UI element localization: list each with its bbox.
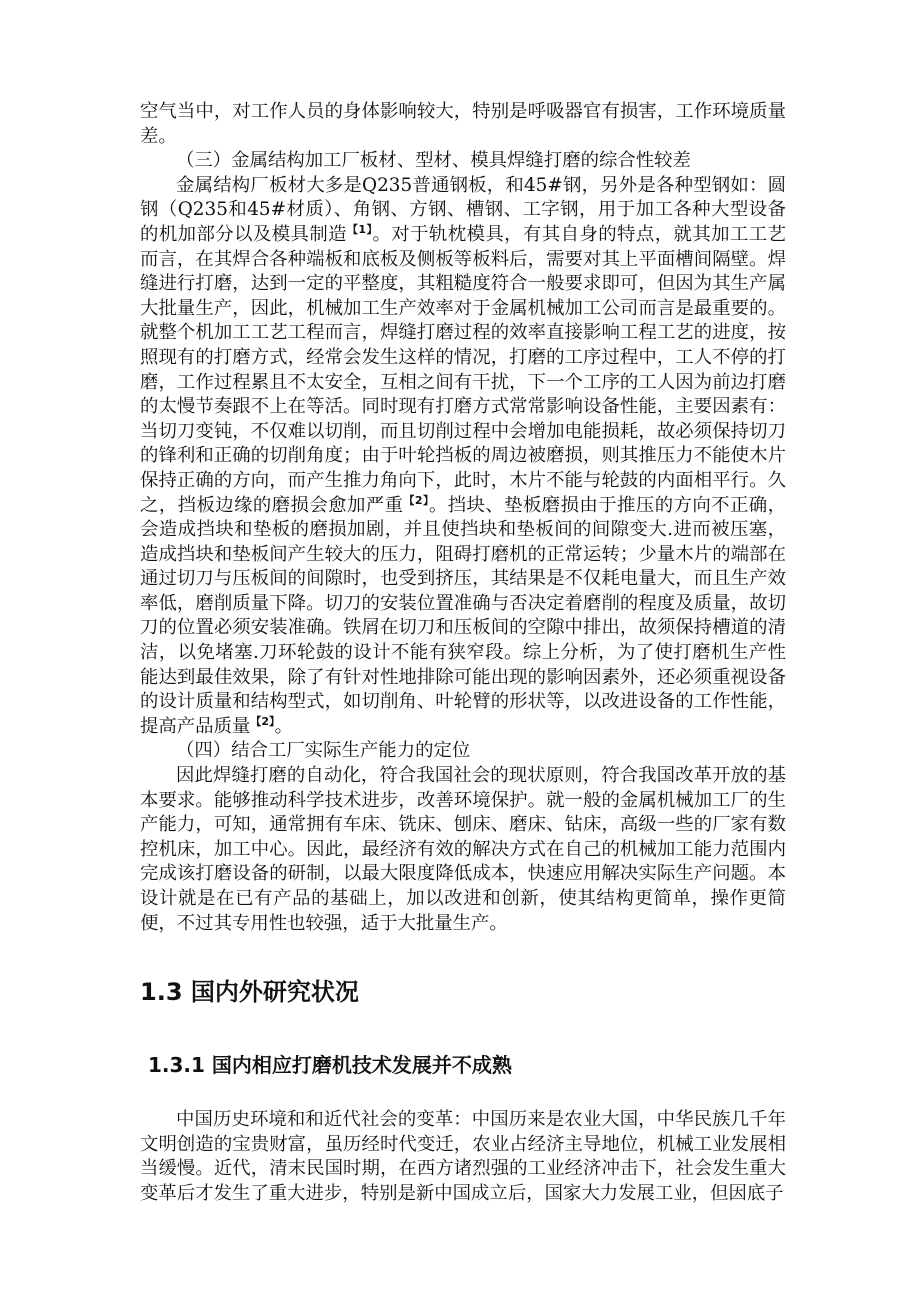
section-3-text-2: 。对于轨枕模具，有其自身的特点，就其加工工艺而言，在其焊合各种端板和底板及侧板等板料后，需要对其上平面槽间隔壁。焊缝进行打磨，达到一定的平整度，其粗糙度符合一般要求即可，但因为其生产属大批量生产，因此，机械加工生产效率对于金属机械加工公司而言是最重要的。就整个机加工工艺工程而言，焊缝打磨过程的效率直接影响工程工艺的进度，按照现有的打磨方式，经常会发生这样的情况，打磨的工序过程中，工人不停的打磨，工作过程累且不太安全，互相之间有干扰，下一个工序的工人因为前边打磨的太慢节奏跟不上在等活。同时现有打磨方式常常影响设备性能，主要因素有：当切刀变钝，不仅难以切削，而且切削过程中会增加电能损耗，故必须保持切刀的锋利和正确的切削角度；由于叶轮挡板的周边被磨损，则其推压力不能使木片保持正确的方向，而产生推力角向下，此时，木片不能与轮鼓的内面相平行。久之，挡板边缘的磨损会愈加严重	[140, 223, 786, 516]
citation-ref-2: 【2】	[403, 493, 429, 507]
citation-ref-1: 【1】	[347, 222, 373, 236]
section-4-heading: （四）结合工厂实际生产能力的定位	[176, 740, 471, 762]
section-4-paragraph: 因此焊缝打磨的自动化，符合我国社会的现状原则，符合我国改革开放的基本要求。能够推动科学技术进步，改善环境保护。就一般的金属机械加工厂的生产能力，可知，通常拥有车床、铣床、刨床、磨床、钻床，高级一些的厂家有数控机床，加工中心。因此，最经济有效的解决方式在自己的机械加工能力范围内完成该打磨设备的研制，以最大限度降低成本，快速应用解决实际生产问题。本设计就是在已有产品的基础上，加以改进和创新，使其结构更简单，操作更简便，不过其专用性也较强，适于大批量生产。	[140, 765, 786, 934]
document-page	[140, 100, 786, 1207]
continuation-paragraph: 空气当中，对工作人员的身体影响较大，特别是呼吸器官有损害，工作环境质量差。	[140, 101, 786, 147]
section-3-text-3: 。挡块、垫板磨损由于推压的方向不正确，会造成挡块和垫板的磨损加剧，并且使挡块和垫板间的间隙变大.进而被压塞，造成挡块和垫板间产生较大的压力，阻碍打磨机的正常运转；少量木片的端部在通过切刀与压板间的间隙时，也受到挤压，其结果是不仅耗电量大，而且生产效率低，磨削质量下降。切刀的安装位置准确与否决定着磨削的程度及质量，故切刀的位置必须安装准确。铁屑在切刀和压板间的空隙中排出，故须保持槽道的清洁，以免堵塞.刀环轮鼓的设计不能有狭窄段。综上分析，为了使打磨机生产性能达到最佳效果，除了有针对性地排除可能出现的影响因素外，还必须重视设备的设计质量和结构型式，如切削角、叶轮臂的形状等，以改进设备的工作性能，提高产品质量	[140, 494, 786, 737]
section-3-text-4: 。	[274, 715, 293, 737]
section-3-text-1: 金属结构厂板材大多是Q235普通钢板，和45#钢，另外是各种型钢如：圆钢（Q235和45#材质）、角钢、方钢、槽钢、工字钢，用于加工各种大型设备的机加部分以及模具制造	[140, 174, 786, 245]
final-paragraph: 中国历史环境和和近代社会的变革：中国历来是农业大国，中华民族几千年文明创造的宝贵财富，虽历经时代变迁，农业占经济主导地位，机械工业发展相当缓慢。近代，清末民国时期，在西方诸烈强的工业经济冲击下，社会发生重大变革后才发生了重大进步，特别是新中国成立后，国家大力发展工业，但因底子	[140, 1109, 786, 1204]
citation-ref-3: 【2】	[250, 714, 275, 728]
subsection-heading-1-3-1: 1.3.1 国内相应打磨机技术发展并不成熟	[148, 1053, 512, 1078]
section-3-paragraph	[140, 174, 786, 740]
section-3-heading: （三）金属结构加工厂板材、型材、模具焊缝打磨的综合性较差	[176, 150, 691, 172]
section-heading-1-3: 1.3 国内外研究状况	[140, 978, 359, 1007]
